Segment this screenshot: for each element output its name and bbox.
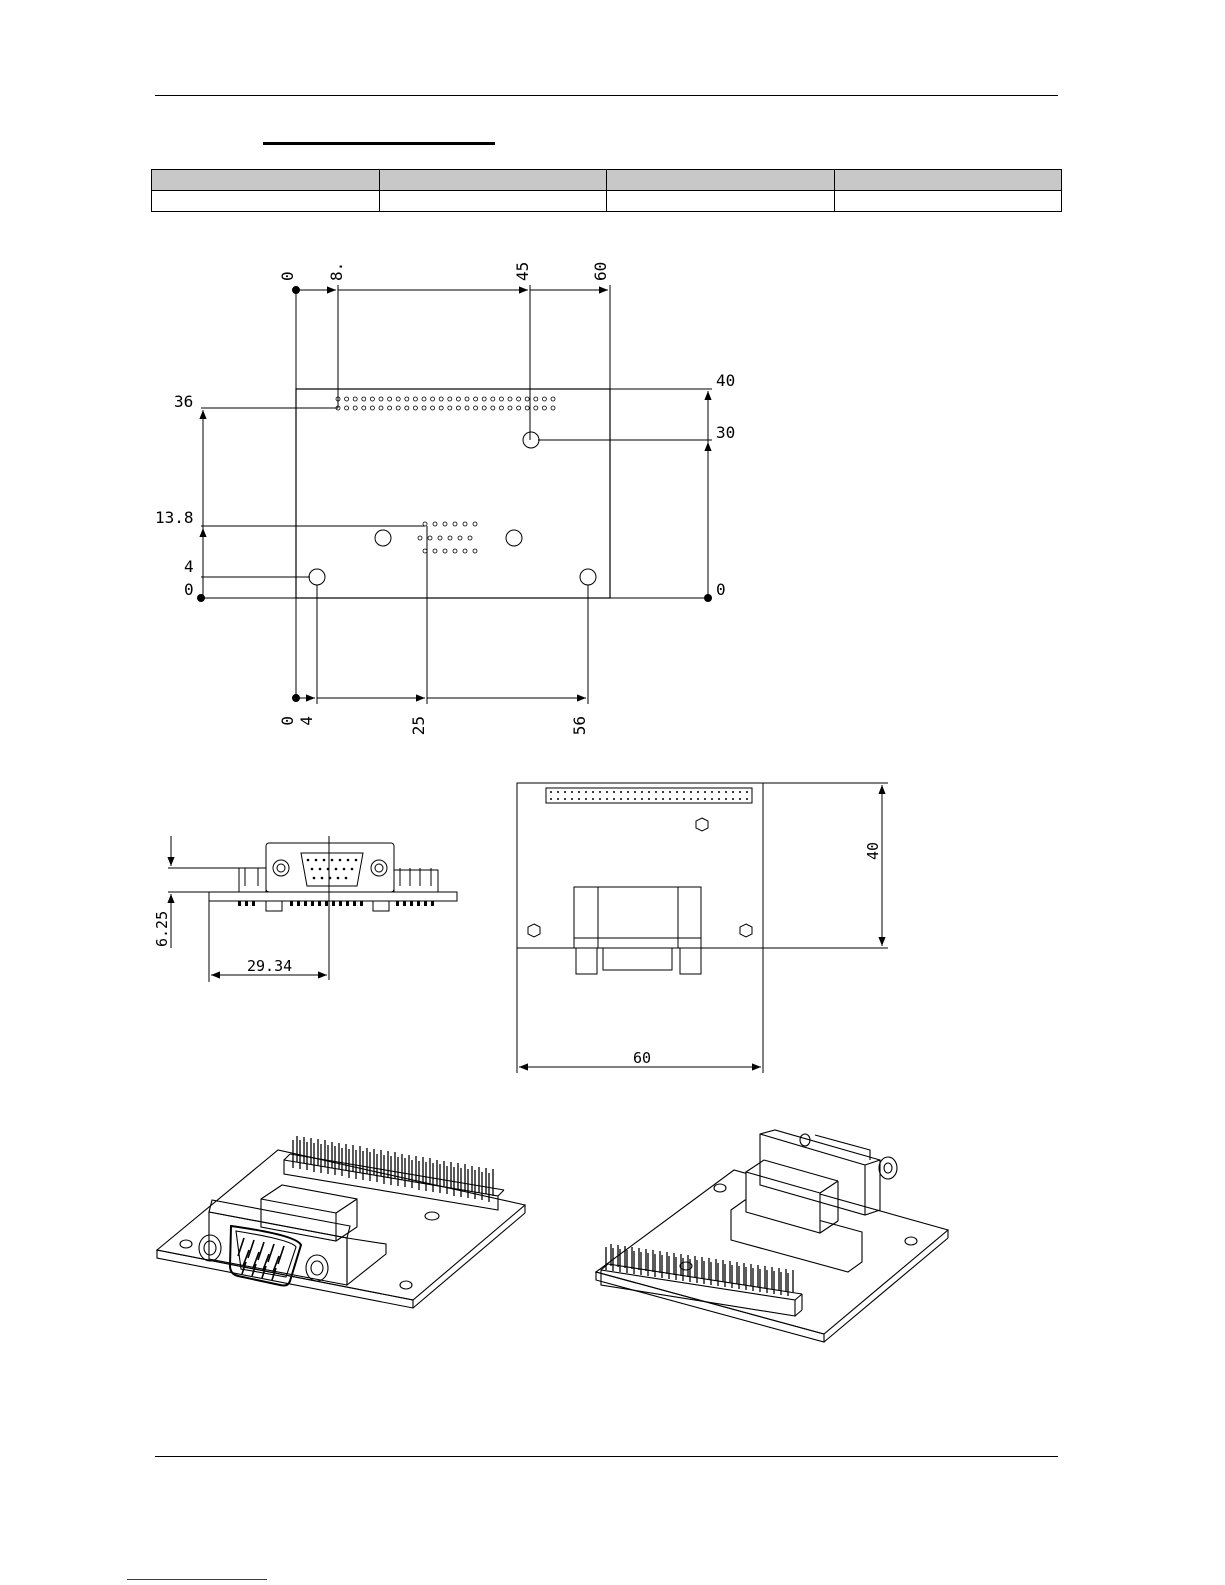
top-view-mount-hole — [523, 432, 539, 448]
dim-label: 45 — [513, 261, 532, 281]
vga-board-isometric-icon — [157, 1136, 525, 1308]
dim-label: 0 — [278, 716, 297, 726]
dim-label: 40 — [716, 371, 736, 390]
footer-rule — [155, 1456, 1058, 1457]
side-view-board — [209, 892, 457, 901]
dim-label: 4 — [297, 716, 316, 726]
dim-label: 13.8 — [155, 508, 194, 527]
dim-label: 60 — [633, 1049, 652, 1067]
vga-board-isometric-rear-icon — [596, 1130, 948, 1342]
dim-label: 25 — [409, 716, 428, 736]
dim-label: 60 — [591, 261, 610, 281]
dim-label: 36 — [174, 392, 194, 411]
dim-label: 6.25 — [153, 910, 171, 947]
dim-label: 8. — [327, 261, 346, 281]
dim-label: 0 — [278, 271, 297, 281]
front-view-board — [517, 783, 763, 948]
top-view-board-outline — [296, 389, 610, 598]
dim-label: 30 — [716, 423, 736, 442]
dim-label: 0 — [716, 580, 726, 599]
footer-link-underline — [127, 1579, 267, 1580]
front-view — [517, 783, 888, 1073]
side-view — [153, 836, 457, 982]
dim-label: 56 — [570, 716, 589, 736]
dim-label: 0 — [184, 580, 194, 599]
dim-label: 40 — [864, 841, 882, 860]
dim-label: 29.34 — [247, 957, 293, 975]
top-view — [155, 262, 735, 736]
top-view-header-pins — [336, 397, 555, 410]
dim-label: 4 — [184, 557, 194, 576]
